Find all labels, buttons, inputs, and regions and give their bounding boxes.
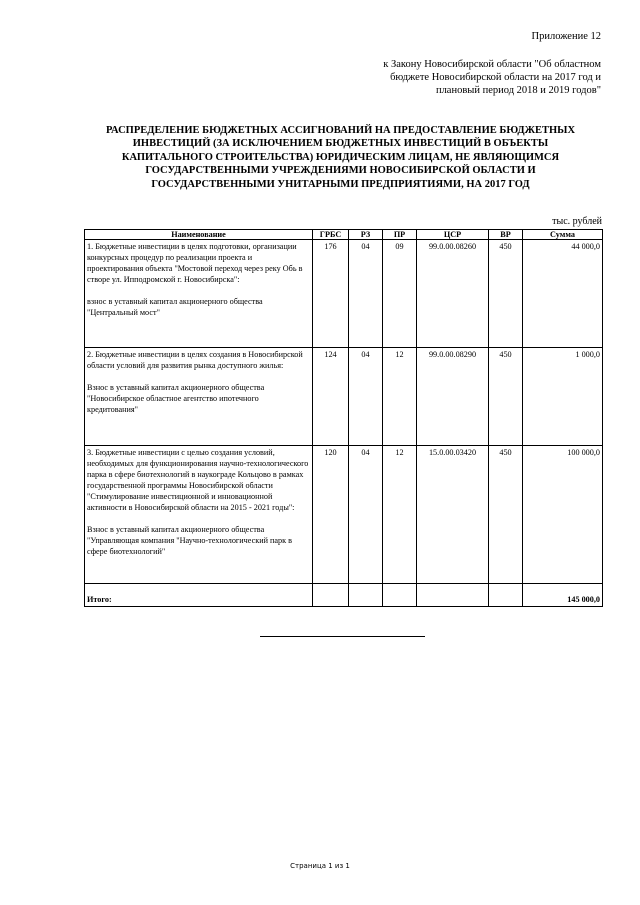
row-rz: 04 <box>349 240 383 348</box>
header-sum: Сумма <box>523 230 603 240</box>
total-empty-cell <box>489 584 523 607</box>
row-note: Взнос в уставный капитал акционерного общества "Управляющая компания "Научно-технологический парк в сфере биотехнологий" <box>87 525 293 556</box>
row-sum: 1 000,0 <box>523 348 603 446</box>
row-pr: 12 <box>383 348 417 446</box>
row-name-cell <box>85 348 313 446</box>
row-description: 3. Бюджетные инвестиции с целью создания условий, необходимых для функционирования научно-технологического парка в сфере биотехнологий в наукограде Кольцово в рамках государственной программы Новосибирской области "Стимулирование инвестиционной и инновационной активности в Новосибирской области на 2015 - 2021 годы": <box>87 448 309 512</box>
row-csr: 99.0.00.08290 <box>417 348 489 446</box>
row-note: Взнос в уставный капитал акционерного общества "Новосибирское областное агентство ипотечного кредитования" <box>87 383 265 414</box>
document-title <box>88 124 593 191</box>
budget-table <box>84 229 603 607</box>
row-rz: 04 <box>349 446 383 584</box>
total-empty-cell <box>313 584 349 607</box>
row-description: 2. Бюджетные инвестиции в целях создания в Новосибирской области условий для развития рынка доступного жилья: <box>87 350 303 370</box>
row-note: взнос в уставный капитал акционерного общества "Центральный мост" <box>87 297 263 317</box>
header-name: Наименование <box>85 230 313 240</box>
row-grbs: 124 <box>313 348 349 446</box>
title-line: ГОСУДАРСТВЕННЫМИ УЧРЕЖДЕНИЯМИ НОВОСИБИРСКОЙ ОБЛАСТИ И <box>145 165 536 177</box>
row-vr: 450 <box>489 446 523 584</box>
units-label: тыс. рублей <box>552 216 602 227</box>
title-line: ИНВЕСТИЦИЙ (ЗА ИСКЛЮЧЕНИЕМ БЮДЖЕТНЫХ ИНВЕСТИЦИЙ В ОБЪЕКТЫ <box>132 138 549 150</box>
title-line: РАСПРЕДЕЛЕНИЕ БЮДЖЕТНЫХ АССИГНОВАНИЙ НА ПРЕДОСТАВЛЕНИЕ БЮДЖЕТНЫХ <box>105 125 576 136</box>
separator-line <box>260 636 425 637</box>
title-line: ГОСУДАРСТВЕННЫМИ УНИТАРНЫМИ ПРЕДПРИЯТИЯМИ, НА 2017 ГОД <box>151 178 530 190</box>
appendix-number: Приложение 12 <box>531 31 601 42</box>
header-csr: ЦСР <box>417 230 489 240</box>
header-rz: РЗ <box>349 230 383 240</box>
row-vr: 450 <box>489 240 523 348</box>
table-header-row <box>85 230 603 240</box>
table-row <box>85 348 603 446</box>
row-name-cell <box>85 240 313 348</box>
row-pr: 09 <box>383 240 417 348</box>
row-grbs: 176 <box>313 240 349 348</box>
row-sum: 44 000,0 <box>523 240 603 348</box>
law-reference-line: бюджете Новосибирской области на 2017 год и <box>390 72 601 83</box>
row-pr: 12 <box>383 446 417 584</box>
total-sum: 145 000,0 <box>523 584 603 607</box>
header-vr: ВР <box>489 230 523 240</box>
row-rz: 04 <box>349 348 383 446</box>
row-description: 1. Бюджетные инвестиции в целях подготовки, организации конкурсных процедур по реализации проекта и проектирования объекта "Мостовой переход через реку Обь в створе ул. Ипподромской г. Новосибирска": <box>87 242 303 284</box>
law-reference <box>361 58 601 97</box>
total-empty-cell <box>349 584 383 607</box>
total-label: Итого: <box>85 584 313 607</box>
law-reference-line: к Закону Новосибирской области "Об областном <box>383 59 601 70</box>
header-grbs: ГРБС <box>313 230 349 240</box>
header-pr: ПР <box>383 230 417 240</box>
total-empty-cell <box>383 584 417 607</box>
row-grbs: 120 <box>313 446 349 584</box>
row-csr: 15.0.00.03420 <box>417 446 489 584</box>
table-row <box>85 446 603 584</box>
row-sum: 100 000,0 <box>523 446 603 584</box>
title-line: КАПИТАЛЬНОГО СТРОИТЕЛЬСТВА) ЮРИДИЧЕСКИМ ЛИЦАМ, НЕ ЯВЛЯЮЩИМСЯ <box>121 151 560 163</box>
law-reference-line: плановый период 2018 и 2019 годов" <box>435 85 601 96</box>
row-vr: 450 <box>489 348 523 446</box>
row-name-cell <box>85 446 313 584</box>
total-row <box>85 584 603 607</box>
page-number: Страница 1 из 1 <box>290 862 350 870</box>
row-csr: 99.0.00.08260 <box>417 240 489 348</box>
table-row <box>85 240 603 348</box>
total-empty-cell <box>417 584 489 607</box>
